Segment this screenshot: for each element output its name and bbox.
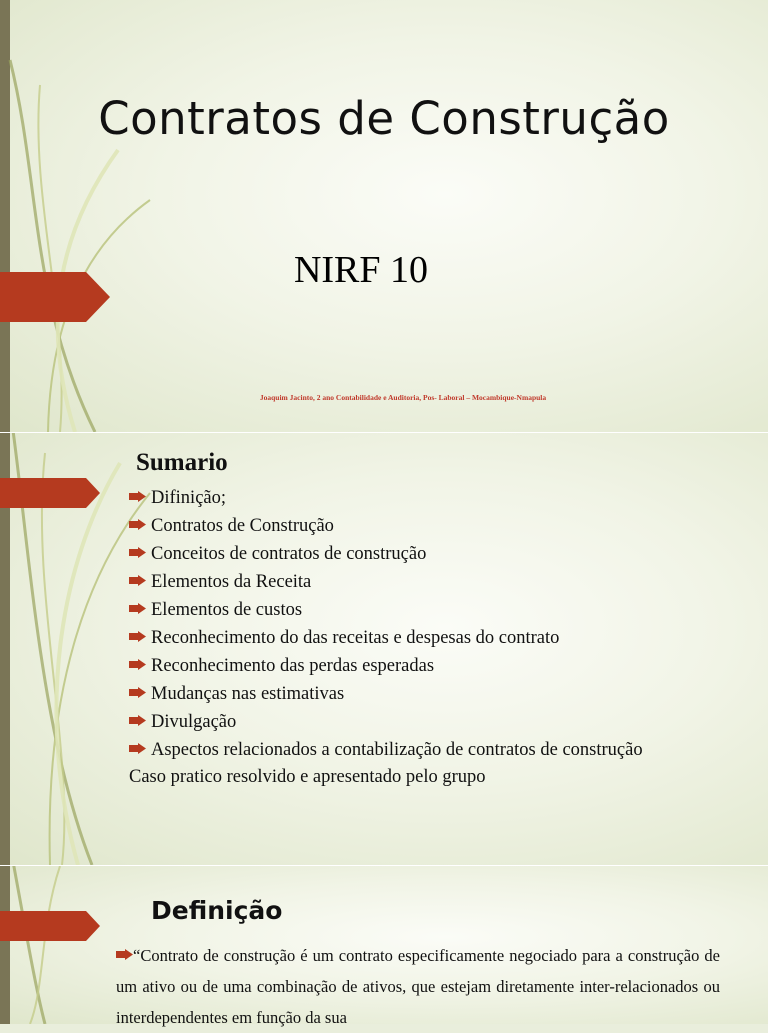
arrow-bullet-icon [129, 575, 146, 586]
arrow-bullet-icon [129, 491, 146, 502]
arrow-bullet-icon [129, 743, 146, 754]
definition-text: “Contrato de construção é um contrato especificamente negociado para a construção de um ativo ou de uma combinação de ativos, que estejam diretamente inter-relacionados ou interdependentes em função da sua [116, 946, 720, 1027]
author-line: Joaquim Jacinto, 2 ano Contabilidade e Auditoria, Pos- Laboral – Mocambique-Nmapula [259, 393, 547, 402]
list-item [129, 596, 643, 624]
definition-paragraph [116, 940, 720, 1033]
arrow-bullet-icon [129, 715, 146, 726]
list-item-label: Contratos de Construção [151, 516, 334, 536]
arrow-bullet-icon [129, 519, 146, 530]
slide-subtitle: NIRF 10 [293, 249, 429, 291]
arrow-bullet-icon [116, 949, 133, 960]
grass-decoration [0, 0, 160, 432]
list-item [129, 568, 643, 596]
list-item [129, 484, 643, 512]
slide-title: Contratos de Construção [98, 92, 670, 145]
list-item [129, 512, 643, 540]
list-item [129, 652, 643, 680]
arrow-bullet-icon [129, 547, 146, 558]
list-item-label: Reconhecimento do das receitas e despesas do contrato [151, 628, 560, 648]
summary-title: Sumario [136, 449, 228, 476]
list-item [129, 736, 643, 764]
arrow-bullet-icon [129, 603, 146, 614]
list-item [129, 624, 643, 652]
list-item-label: Elementos da Receita [151, 572, 312, 592]
summary-extra-line: Caso pratico resolvido e apresentado pelo grupo [129, 767, 486, 787]
list-item-label: Elementos de custos [151, 600, 303, 620]
arrow-bullet-icon [129, 687, 146, 698]
list-item [129, 680, 643, 708]
list-item-label: Reconhecimento das perdas esperadas [151, 656, 435, 676]
definition-title: Definição [151, 896, 283, 925]
list-item [129, 540, 643, 568]
slide-marker-icon [0, 478, 100, 508]
arrow-bullet-icon [129, 659, 146, 670]
summary-list [129, 484, 643, 764]
list-item-label: Difinição; [151, 488, 227, 508]
list-item-label: Conceitos de contratos de construção [151, 544, 427, 564]
list-item-label: Divulgação [151, 712, 237, 732]
list-item-label: Aspectos relacionados a contabilização de contratos de construção [151, 740, 643, 760]
title-slide [0, 0, 768, 432]
list-item [129, 708, 643, 736]
list-item-label: Mudanças nas estimativas [151, 684, 345, 704]
arrow-bullet-icon [129, 631, 146, 642]
slide-marker-icon [0, 911, 100, 941]
